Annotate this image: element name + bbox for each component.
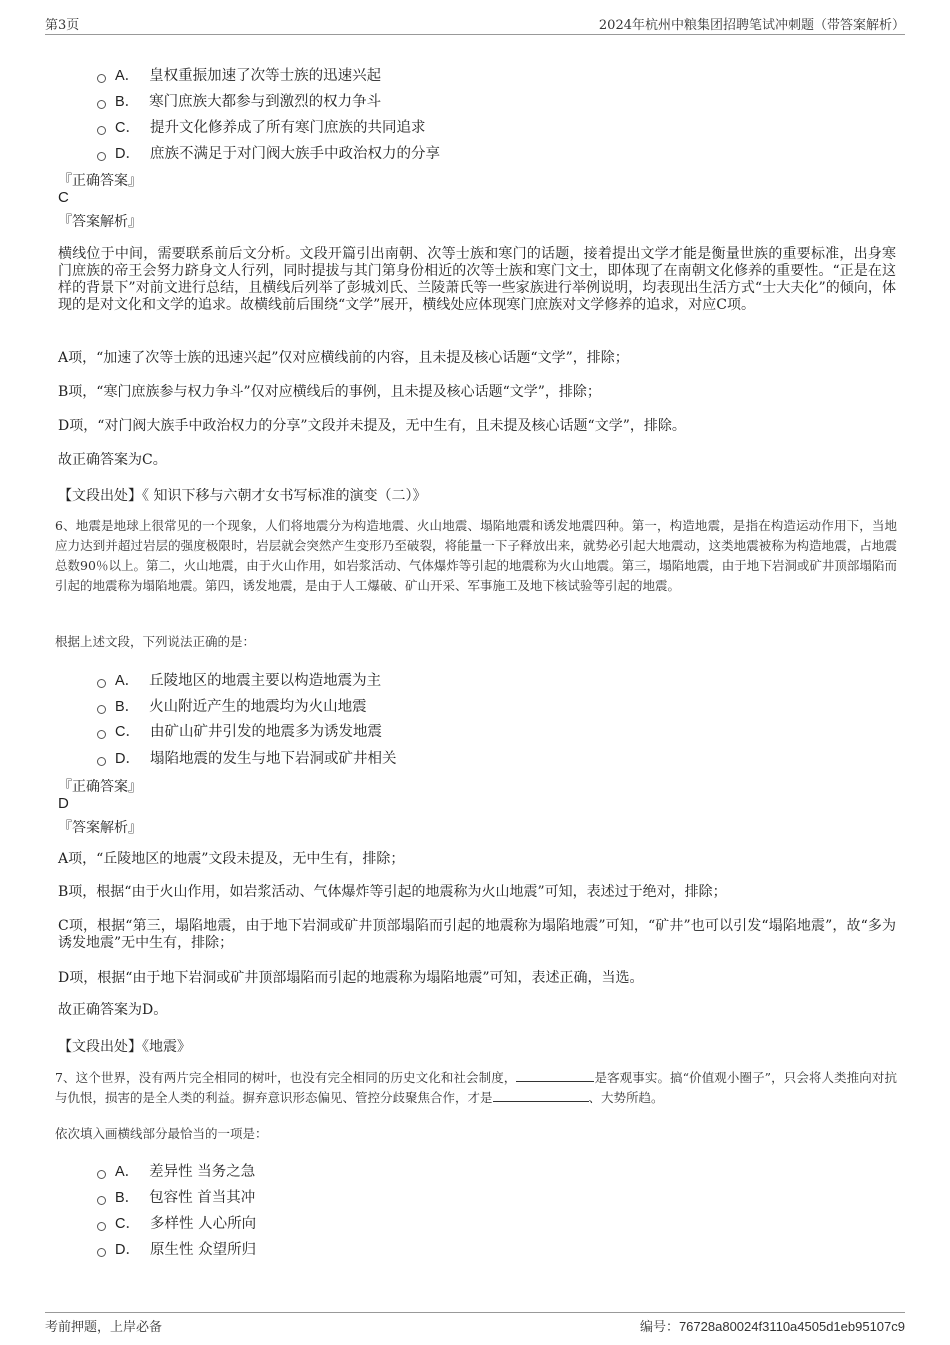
- q5-source: 【文段出处】《 知识下移与六朝才女书写标准的演变（二）》: [58, 488, 427, 504]
- blank-2: [493, 1089, 589, 1102]
- radio-icon[interactable]: [97, 705, 106, 714]
- q6-option-b[interactable]: B． 火山附近产生的地震均为火山地震: [97, 695, 367, 716]
- radio-icon[interactable]: [97, 1196, 106, 1205]
- radio-icon[interactable]: [97, 1222, 106, 1231]
- q6-note-a: A项，“丘陵地区的地震”文段未提及，无中生有，排除；: [58, 851, 405, 867]
- radio-icon[interactable]: [97, 1170, 106, 1179]
- radio-icon[interactable]: [97, 74, 106, 83]
- q5-option-d[interactable]: D． 庶族不满足于对门阀大族手中政治权力的分享: [97, 142, 440, 163]
- footer-slogan: 考前押题，上岸必备: [45, 1320, 163, 1335]
- radio-icon[interactable]: [97, 757, 106, 766]
- q7-option-d[interactable]: D． 原生性 众望所归: [97, 1238, 256, 1259]
- radio-icon[interactable]: [97, 152, 106, 161]
- q6-analysis-label: 『答案解析』: [58, 820, 142, 836]
- q6-source: 【文段出处】《地震》: [58, 1039, 191, 1055]
- q6-conclusion: 故正确答案为D。: [58, 1002, 168, 1018]
- q5-note-d: D项，“对门阀大族手中政治权力的分享”文段并未提及，无中生有，且未提及核心话题“文学”，排除。: [58, 418, 686, 434]
- q5-answer-label: 『正确答案』: [58, 173, 142, 189]
- document-title: 2024年杭州中粮集团招聘笔试冲刺题（带答案解析）: [598, 18, 905, 33]
- q6-note-c: C项，根据“第三，塌陷地震，由于地下岩洞或矿井顶部塌陷而引起的地震称为塌陷地震”可知，“矿井”也可以引发“塌陷地震”，故“多为诱发地震”无中生有，排除；: [58, 918, 896, 951]
- q7-option-c[interactable]: C． 多样性 人心所向: [97, 1212, 256, 1233]
- page-header: [45, 12, 905, 35]
- q6-option-c[interactable]: C． 由矿山矿井引发的地震多为诱发地震: [97, 720, 382, 741]
- q5-note-a: A项，“加速了次等士族的迅速兴起”仅对应横线前的内容，且未提及核心话题“文学”，排除；: [58, 350, 629, 366]
- q6-answer-label: 『正确答案』: [58, 779, 142, 795]
- q5-answer: C: [58, 189, 69, 206]
- q5-option-a[interactable]: A． 皇权重振加速了次等士族的迅速兴起: [97, 64, 381, 85]
- q5-analysis: 横线位于中间，需要联系前后文分析。文段开篇引出南朝、次等士族和寒门的话题，接着提出文学才能是衡量世族的重要标准，出身寒门庶族的帝王会努力跻身文人行列，同时提拔与其门第身份相近的次等士族和寒门文士，即体现了在南朝文化修养的重要性。“正是在这样的背景下”对前文进行总结，且横线后列举了彭城刘氏、兰陵萧氏等一些家族进行举例说明，均表现出生活方式“士大夫化”的倾向，体现的是对文化和文学的追求。故横线前后围绕“文学”展开，横线处应体现寒门庶族对文学修养的追求，对应C项。: [58, 246, 896, 313]
- q7-option-b[interactable]: B． 包容性 首当其冲: [97, 1186, 255, 1207]
- q6-prompt: 根据上述文段，下列说法正确的是：: [55, 634, 256, 649]
- q6-option-a[interactable]: A． 丘陵地区的地震主要以构造地震为主: [97, 669, 381, 690]
- q7-option-a[interactable]: A． 差异性 当务之急: [97, 1160, 255, 1181]
- blank-1: [516, 1069, 594, 1082]
- q7-stem: 7、这个世界，没有两片完全相同的树叶，也没有完全相同的历史文化和社会制度， 是客观事实。搞“价值观小圈子”，只会将人类推向对抗与仇恨，损害的是全人类的利益。摒弃意识形态偏见、管控分歧聚焦合作，才是 、大势所趋。: [55, 1070, 897, 1105]
- document-code: 编号：76728a80024f3110a4505d1eb95107c9: [639, 1319, 905, 1335]
- q5-option-b[interactable]: B． 寒门庶族大都参与到激烈的权力争斗: [97, 90, 381, 111]
- radio-icon[interactable]: [97, 126, 106, 135]
- radio-icon[interactable]: [97, 730, 106, 739]
- q6-note-d: D项，根据“由于地下岩洞或矿井顶部塌陷而引起的地震称为塌陷地震”可知，表述正确，当选。: [58, 970, 644, 986]
- q5-conclusion: 故正确答案为C。: [58, 452, 167, 468]
- q5-analysis-label: 『答案解析』: [58, 214, 142, 230]
- q6-option-d[interactable]: D． 塌陷地震的发生与地下岩洞或矿井相关: [97, 747, 396, 768]
- radio-icon[interactable]: [97, 100, 106, 109]
- q6-answer: D: [58, 795, 69, 812]
- q6-stem: 6、地震是地球上很常见的一个现象，人们将地震分为构造地震、火山地震、塌陷地震和诱发地震四种。第一，构造地震，是指在构造运动作用下，当地应力达到并超过岩层的强度极限时，岩层就会突然产生变形乃至破裂，将能量一下子释放出来，就势必引起大地震动，这类地震被称为构造地震，占地震总数90％以上。第二，火山地震，由于火山作用，如岩浆活动、气体爆炸等引起的地震称为火山地震。第三，塌陷地震，由于地下岩洞或矿井顶部塌陷而引起的地震称为塌陷地震。第四，诱发地震，是由于人工爆破、矿山开采、军事施工及地下核试验等引起的地震。: [55, 518, 897, 593]
- radio-icon[interactable]: [97, 679, 106, 688]
- q7-prompt: 依次填入画横线部分最恰当的一项是：: [55, 1126, 268, 1141]
- page-footer: [45, 1312, 905, 1337]
- q5-option-c[interactable]: C． 提升文化修养成了所有寒门庶族的共同追求: [97, 116, 425, 137]
- q5-note-b: B项，“寒门庶族参与权力争斗”仅对应横线后的事例，且未提及核心话题“文学”，排除；: [58, 384, 601, 400]
- q6-note-b: B项，根据“由于火山作用，如岩浆活动、气体爆炸等引起的地震称为火山地震”可知，表述过于绝对，排除；: [58, 884, 727, 900]
- page-number: 第3页: [45, 18, 80, 33]
- radio-icon[interactable]: [97, 1248, 106, 1257]
